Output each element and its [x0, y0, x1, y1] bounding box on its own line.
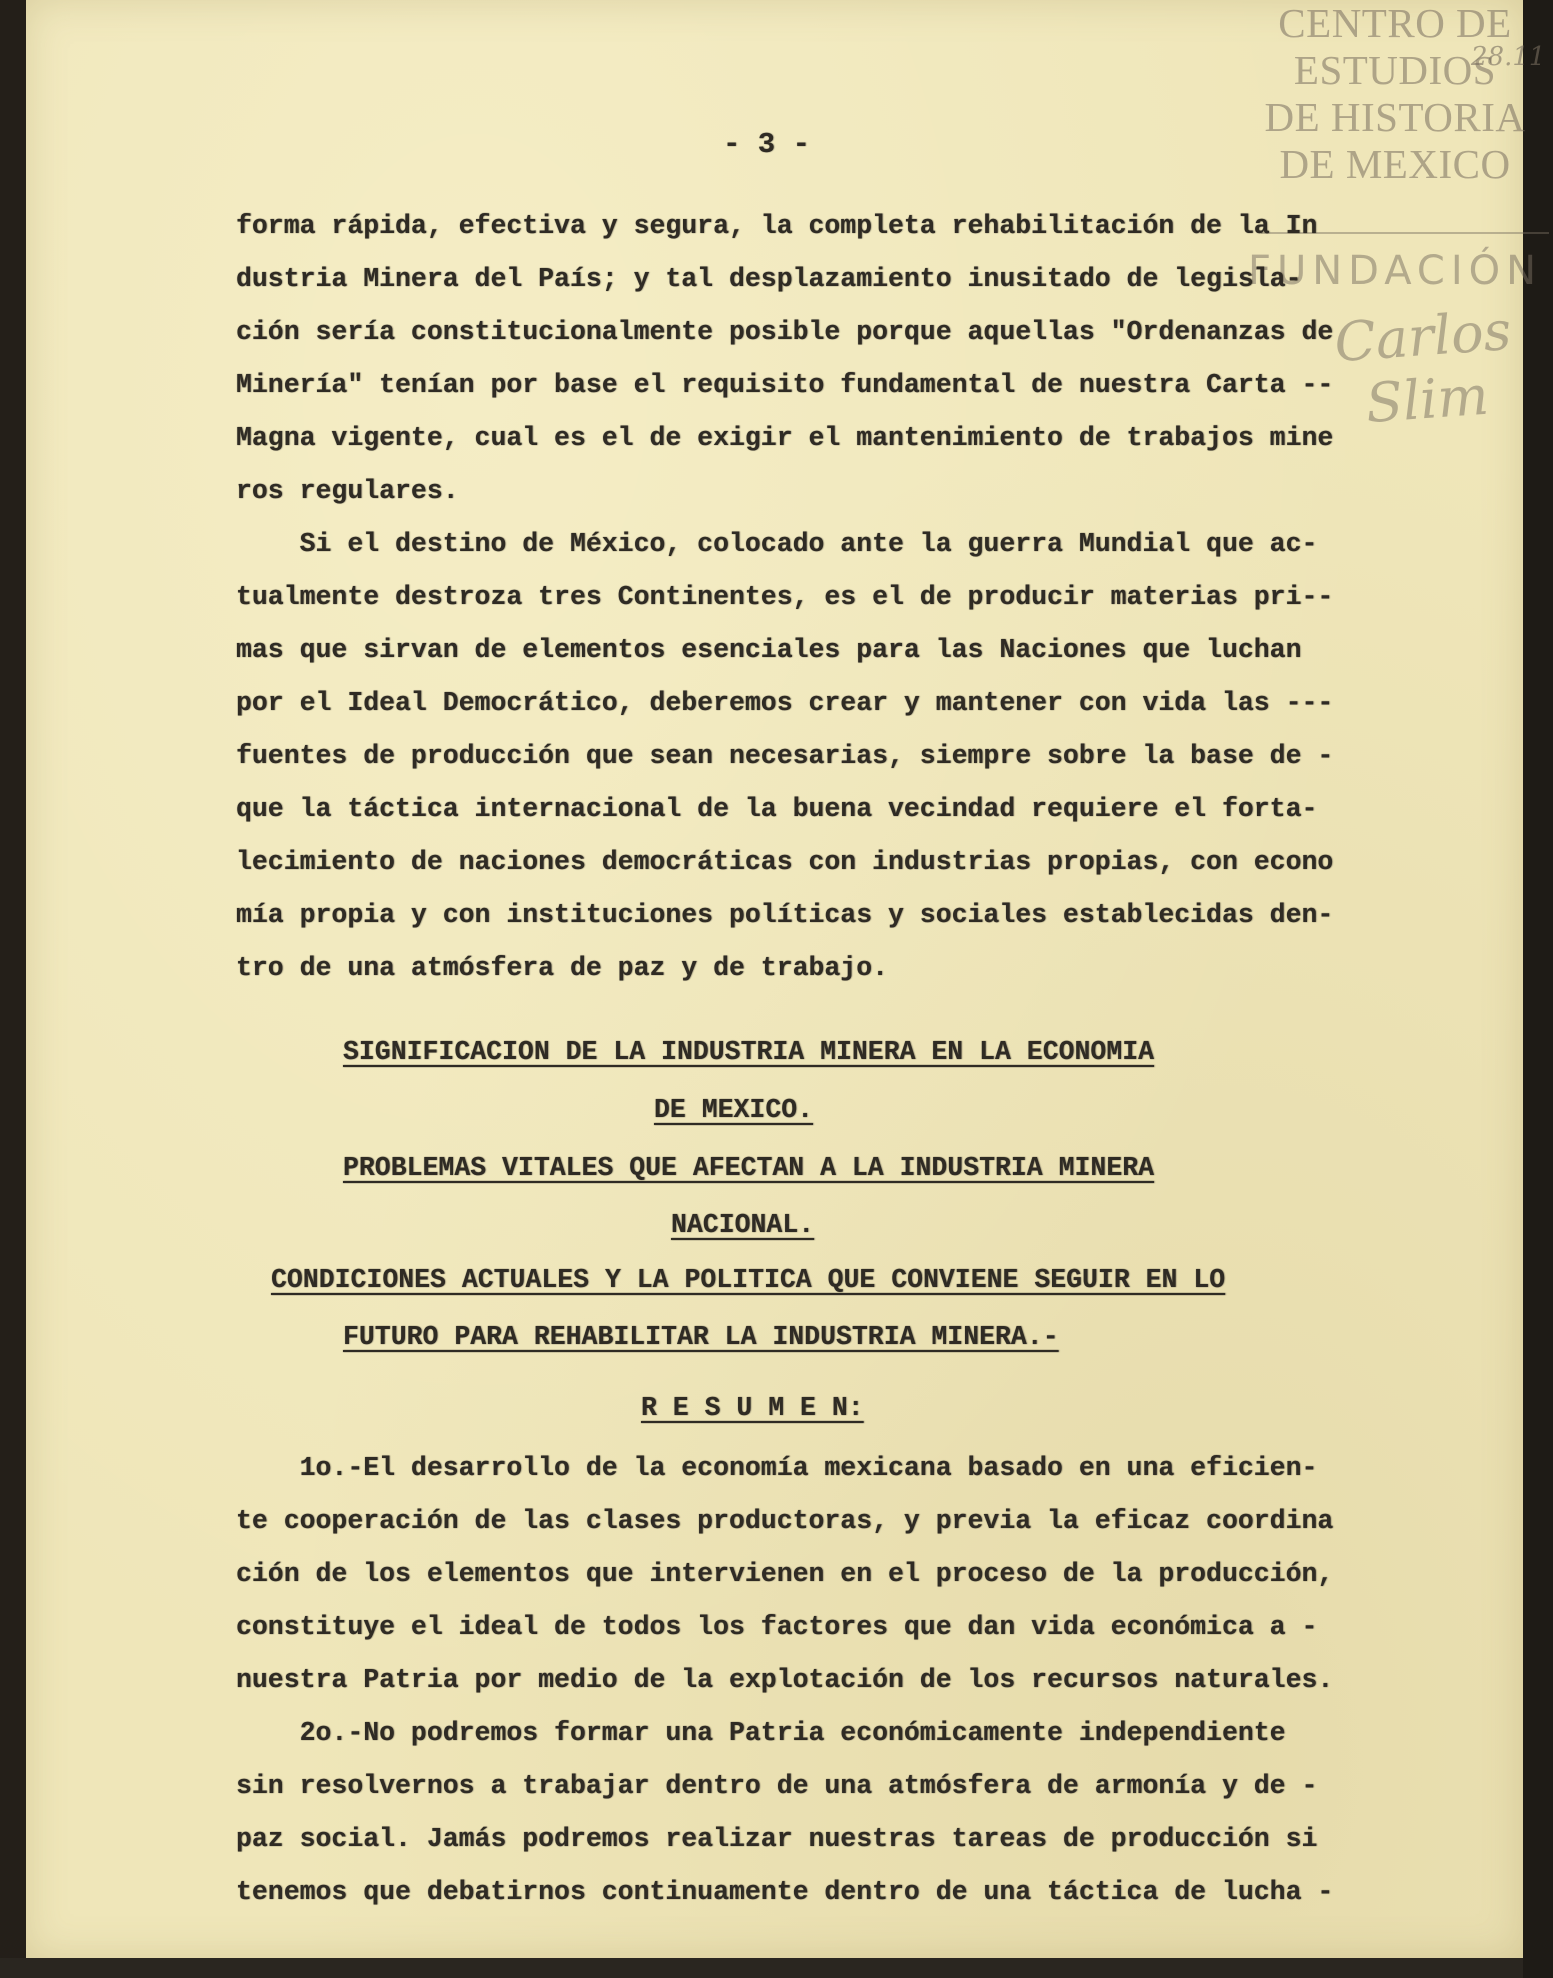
watermark-foundation: FUNDACIÓN [1247, 248, 1543, 294]
scan-left-border [0, 0, 26, 1978]
heading-line: CONDICIONES ACTUALES Y LA POLITICA QUE CONVIENE SEGUIR EN LO [271, 1265, 1226, 1295]
scan-bottom-border [0, 1958, 1523, 1978]
resumen-title: R E S U M E N: [641, 1393, 864, 1423]
watermark-line-1: CENTRO DE [1278, 0, 1512, 46]
text-line: 1o.-El desarrollo de la economía mexicana basado en una eficien- [236, 1453, 1318, 1483]
text-line: ros regulares. [236, 476, 459, 506]
text-line: forma rápida, efectiva y segura, la completa rehabilitación de la In [236, 211, 1318, 241]
heading-line: SIGNIFICACION DE LA INDUSTRIA MINERA EN LA ECONOMIA [343, 1037, 1155, 1067]
text-line: mas que sirvan de elementos esenciales para las Naciones que luchan [236, 635, 1302, 665]
text-line: por el Ideal Democrático, deberemos crear y mantener con vida las --- [236, 688, 1334, 718]
text-line: Si el destino de México, colocado ante la guerra Mundial que ac- [236, 529, 1318, 559]
text-line: tro de una atmósfera de paz y de trabajo. [236, 953, 889, 983]
paragraphs-bottom [236, 1442, 1526, 1919]
text-line: sin resolvernos a trabajar dentro de una atmósfera de armonía y de - [236, 1771, 1318, 1801]
text-line: fuentes de producción que sean necesarias, siempre sobre la base de - [236, 741, 1334, 771]
text-line: ción sería constitucionalmente posible porque aquellas "Ordenanzas de [236, 317, 1334, 347]
text-line: ción de los elementos que intervienen en el proceso de la producción, [236, 1559, 1334, 1589]
text-line: constituye el ideal de todos los factores que dan vida económica a - [236, 1612, 1318, 1642]
text-line: 2o.-No podremos formar una Patria económicamente independiente [236, 1718, 1286, 1748]
heading-line: PROBLEMAS VITALES QUE AFECTAN A LA INDUSTRIA MINERA [343, 1153, 1155, 1183]
heading-line: NACIONAL. [671, 1210, 815, 1240]
heading-line: FUTURO PARA REHABILITAR LA INDUSTRIA MINERA.- [343, 1322, 1059, 1352]
paragraphs-top [236, 200, 1526, 995]
text-line: nuestra Patria por medio de la explotación de los recursos naturales. [236, 1665, 1334, 1695]
text-line: paz social. Jamás podremos realizar nuestras tareas de producción si [236, 1824, 1318, 1854]
document-page [26, 0, 1546, 1958]
watermark-signature: Carlos Slim [1332, 298, 1514, 436]
watermark-line-2: ESTUDIOS [1293, 47, 1497, 93]
page-number: - 3 - [723, 128, 811, 161]
text-line: lecimiento de naciones democráticas con industrias propias, con econo [236, 847, 1334, 877]
text-line: tenemos que debatirnos continuamente dentro de una táctica de lucha - [236, 1877, 1334, 1907]
heading-line: DE MEXICO. [654, 1095, 814, 1125]
text-line: Minería" tenían por base el requisito fundamental de nuestra Carta -- [236, 370, 1334, 400]
text-line: Magna vigente, cual es el de exigir el mantenimiento de trabajos mine [236, 423, 1334, 453]
text-line: dustria Minera del País; y tal desplazamiento inusitado de legisla- [236, 264, 1302, 294]
watermark-line-4: DE MEXICO [1279, 141, 1511, 187]
watermark-line-3: DE HISTORIA [1264, 94, 1526, 140]
text-line: tualmente destroza tres Continentes, es el de producir materias pri-- [236, 582, 1334, 612]
text-line: mía propia y con instituciones políticas y sociales establecidas den- [236, 900, 1334, 930]
handwritten-number: 28.11 [1471, 42, 1546, 72]
text-line: que la táctica internacional de la buena vecindad requiere el forta- [236, 794, 1318, 824]
text-line: te cooperación de las clases productoras, y previa la eficaz coordina [236, 1506, 1334, 1536]
